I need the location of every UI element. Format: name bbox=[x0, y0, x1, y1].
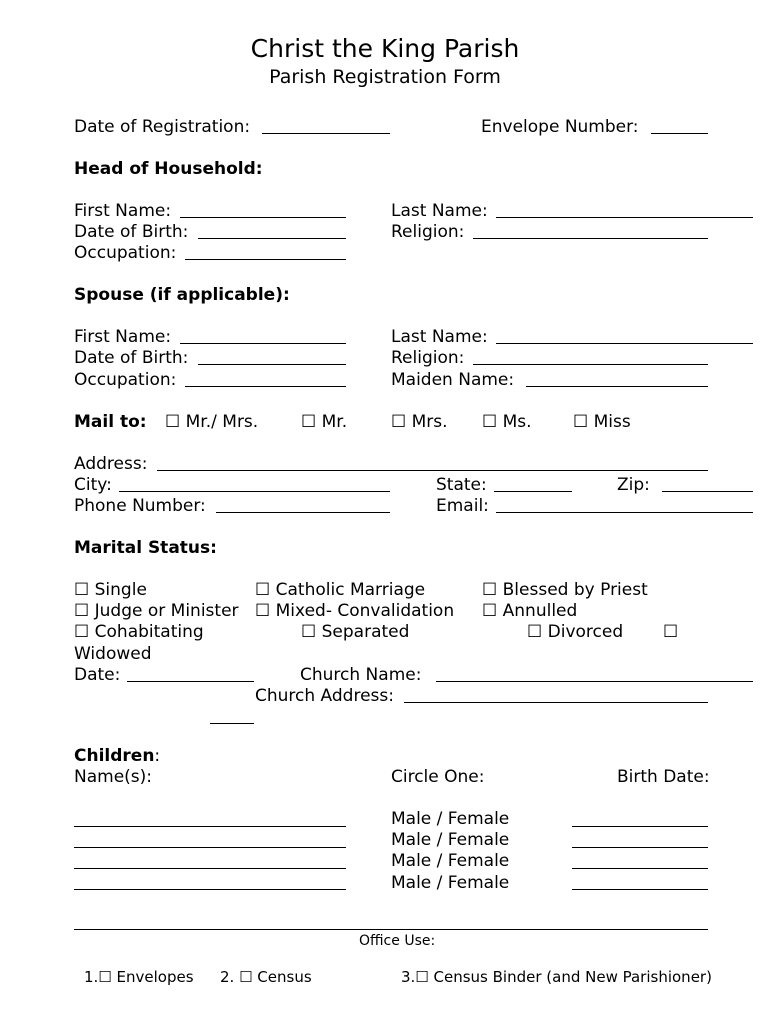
children-heading-text: Children bbox=[74, 746, 155, 766]
head-first-name-field[interactable] bbox=[180, 217, 346, 218]
city-field[interactable] bbox=[119, 491, 390, 492]
child-4-gender-options[interactable]: Male / Female bbox=[391, 873, 510, 893]
church-address-field[interactable] bbox=[404, 702, 708, 703]
state-label: State: bbox=[436, 475, 487, 495]
head-of-household-heading: Head of Household: bbox=[74, 159, 263, 179]
marital-cohabitating-option[interactable]: ☐ Cohabitating bbox=[74, 622, 204, 642]
marital-annulled-option[interactable]: ☐ Annulled bbox=[482, 601, 578, 621]
church-name-label: Church Name: bbox=[300, 665, 422, 685]
marital-separated-option[interactable]: ☐ Separated bbox=[301, 622, 410, 642]
child-3-birth-date-field[interactable] bbox=[572, 868, 708, 869]
head-dob-field[interactable] bbox=[198, 238, 346, 239]
head-first-name-label: First Name: bbox=[74, 201, 172, 221]
address-label: Address: bbox=[74, 454, 148, 474]
head-last-name-label: Last Name: bbox=[391, 201, 488, 221]
office-envelopes-option[interactable]: 1.☐ Envelopes bbox=[84, 968, 194, 986]
marital-widowed-checkbox[interactable]: ☐ bbox=[663, 622, 679, 642]
spouse-first-name-field[interactable] bbox=[180, 343, 346, 344]
marriage-date-field[interactable] bbox=[127, 681, 254, 682]
envelope-number-field[interactable] bbox=[651, 133, 708, 134]
head-occupation-label: Occupation: bbox=[74, 243, 177, 263]
phone-label: Phone Number: bbox=[74, 496, 206, 516]
head-religion-label: Religion: bbox=[391, 222, 465, 242]
marital-catholic-marriage-option[interactable]: ☐ Catholic Marriage bbox=[255, 580, 426, 600]
child-4-birth-date-field[interactable] bbox=[572, 889, 708, 890]
spouse-religion-label: Religion: bbox=[391, 348, 465, 368]
marital-divorced-option[interactable]: ☐ Divorced bbox=[527, 622, 624, 642]
marital-convalidation-option[interactable]: ☐ Mixed- Convalidation bbox=[255, 601, 455, 621]
spouse-dob-field[interactable] bbox=[198, 364, 346, 365]
spouse-dob-label: Date of Birth: bbox=[74, 348, 189, 368]
head-last-name-field[interactable] bbox=[496, 217, 753, 218]
email-field[interactable] bbox=[496, 512, 753, 513]
children-birth-date-label: Birth Date: bbox=[617, 767, 710, 787]
mail-to-option-miss[interactable]: ☐ Miss bbox=[573, 412, 631, 432]
spouse-maiden-name-label: Maiden Name: bbox=[391, 370, 515, 390]
marital-status-heading: Marital Status: bbox=[74, 538, 217, 558]
children-heading bbox=[74, 746, 160, 766]
zip-field[interactable] bbox=[662, 491, 753, 492]
child-3-name-field[interactable] bbox=[74, 868, 346, 869]
registration-date-field[interactable] bbox=[262, 133, 390, 134]
spouse-maiden-name-field[interactable] bbox=[526, 386, 708, 387]
child-2-name-field[interactable] bbox=[74, 847, 346, 848]
children-names-label: Name(s): bbox=[74, 767, 153, 787]
phone-field[interactable] bbox=[216, 512, 390, 513]
spouse-last-name-label: Last Name: bbox=[391, 327, 488, 347]
child-4-name-field[interactable] bbox=[74, 889, 346, 890]
marital-blessed-option[interactable]: ☐ Blessed by Priest bbox=[482, 580, 648, 600]
church-address-field-continued[interactable] bbox=[210, 723, 254, 724]
mail-to-label: Mail to: bbox=[74, 412, 147, 432]
address-field[interactable] bbox=[157, 470, 708, 471]
city-label: City: bbox=[74, 475, 112, 495]
child-2-gender-options[interactable]: Male / Female bbox=[391, 830, 510, 850]
head-religion-field[interactable] bbox=[473, 238, 708, 239]
email-label: Email: bbox=[436, 496, 489, 516]
marital-widowed-label: Widowed bbox=[74, 644, 152, 664]
state-field[interactable] bbox=[494, 491, 572, 492]
zip-label: Zip: bbox=[617, 475, 650, 495]
child-3-gender-options[interactable]: Male / Female bbox=[391, 851, 510, 871]
office-census-option[interactable]: 2. ☐ Census bbox=[220, 968, 312, 986]
mail-to-option-mr-mrs[interactable]: ☐ Mr./ Mrs. bbox=[165, 412, 259, 432]
marriage-date-label: Date: bbox=[74, 665, 121, 685]
mail-to-option-ms[interactable]: ☐ Ms. bbox=[482, 412, 532, 432]
office-census-binder-option[interactable]: 3.☐ Census Binder (and New Parishioner) bbox=[401, 968, 712, 986]
mail-to-option-mr[interactable]: ☐ Mr. bbox=[301, 412, 348, 432]
form-subtitle: Parish Registration Form bbox=[269, 66, 501, 88]
child-1-gender-options[interactable]: Male / Female bbox=[391, 809, 510, 829]
spouse-first-name-label: First Name: bbox=[74, 327, 172, 347]
child-1-birth-date-field[interactable] bbox=[572, 826, 708, 827]
head-occupation-field[interactable] bbox=[185, 259, 346, 260]
spouse-last-name-field[interactable] bbox=[496, 343, 753, 344]
marital-judge-option[interactable]: ☐ Judge or Minister bbox=[74, 601, 239, 621]
registration-date-label: Date of Registration: bbox=[74, 117, 251, 137]
spouse-occupation-label: Occupation: bbox=[74, 370, 177, 390]
church-address-label: Church Address: bbox=[255, 686, 394, 706]
church-name-field[interactable] bbox=[436, 681, 753, 682]
office-use-divider bbox=[74, 929, 708, 930]
child-1-name-field[interactable] bbox=[74, 826, 346, 827]
marital-single-option[interactable]: ☐ Single bbox=[74, 580, 147, 600]
envelope-number-label: Envelope Number: bbox=[481, 117, 639, 137]
spouse-occupation-field[interactable] bbox=[185, 386, 346, 387]
children-heading-colon: : bbox=[154, 746, 161, 766]
spouse-heading: Spouse (if applicable): bbox=[74, 285, 290, 305]
spouse-religion-field[interactable] bbox=[473, 364, 708, 365]
children-circle-one-label: Circle One: bbox=[391, 767, 485, 787]
parish-title: Christ the King Parish bbox=[250, 34, 520, 63]
head-dob-label: Date of Birth: bbox=[74, 222, 189, 242]
child-2-birth-date-field[interactable] bbox=[572, 847, 708, 848]
office-use-label: Office Use: bbox=[359, 933, 436, 949]
mail-to-option-mrs[interactable]: ☐ Mrs. bbox=[391, 412, 448, 432]
